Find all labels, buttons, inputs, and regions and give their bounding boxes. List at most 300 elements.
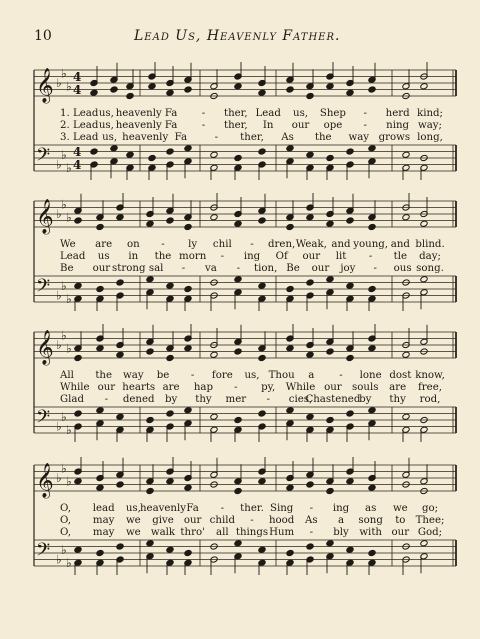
bass-staff	[34, 145, 456, 171]
lyric-syllable: song	[358, 515, 383, 526]
time-signature: 4	[73, 70, 82, 84]
lyric-syllable: thy	[389, 394, 406, 405]
lyric-syllable: give	[152, 515, 174, 526]
notehead	[346, 546, 354, 553]
notehead	[286, 86, 294, 93]
notehead	[146, 487, 154, 494]
notehead	[306, 214, 314, 221]
notehead	[74, 546, 82, 553]
lyric-syllable: heavenly	[122, 132, 169, 143]
notehead	[74, 410, 82, 417]
lyric-syllable: things	[235, 527, 269, 538]
flat-icon: ♭	[66, 291, 72, 306]
flat-icon: ♭	[61, 147, 67, 162]
lyric-syllable: as	[365, 503, 377, 514]
flat-icon: ♭	[61, 409, 67, 424]
lyric-syllable: go;	[421, 503, 439, 514]
lyric-syllable: dost	[389, 370, 412, 381]
lyric-syllable: We	[60, 239, 76, 250]
notehead	[306, 92, 314, 99]
lyric-syllable: may	[92, 515, 115, 526]
music-system	[0, 62, 480, 180]
lyric-syllable: All	[60, 370, 74, 381]
lyric-syllable: ing	[332, 503, 350, 514]
lyric-syllable: joy	[340, 263, 356, 274]
notehead	[116, 351, 124, 358]
lyric-syllable: we	[392, 503, 408, 514]
notehead	[184, 549, 192, 556]
lyric-syllable: herd	[385, 108, 410, 119]
flat-icon: ♭	[66, 474, 72, 489]
lyric-line	[60, 370, 455, 382]
notehead	[258, 148, 266, 155]
bass-clef-icon: 𝄢	[36, 407, 51, 432]
lyric-syllable: -	[214, 132, 219, 143]
notehead	[166, 478, 174, 485]
bass-clef-icon: 𝄢	[36, 540, 51, 565]
lyric-syllable: -	[234, 382, 238, 393]
lyric-syllable: we	[125, 515, 141, 526]
lyric-syllable: are	[389, 382, 407, 393]
bass-clef-icon: 𝄢	[36, 276, 51, 301]
notehead	[402, 413, 410, 420]
lyric-syllable: dened	[122, 394, 155, 405]
lyric-syllable: Fa	[164, 120, 178, 131]
lyric-syllable: the	[95, 370, 112, 381]
lyric-line	[60, 503, 455, 515]
flat-icon: ♭	[56, 288, 62, 303]
notehead	[368, 549, 376, 556]
notehead	[346, 217, 354, 224]
lyric-syllable: in	[128, 251, 139, 262]
notehead	[368, 484, 376, 491]
notehead	[306, 351, 314, 358]
lyric-syllable: ing	[243, 251, 261, 262]
lyric-line	[60, 394, 455, 406]
lyric-syllable: Be	[286, 263, 300, 274]
lyric-syllable: ly	[188, 239, 198, 250]
lyric-syllable: cies,	[288, 394, 313, 405]
notehead	[146, 348, 154, 355]
notehead	[306, 413, 314, 420]
lyric-syllable: by	[359, 394, 372, 405]
lyric-syllable: a	[337, 515, 345, 526]
lyric-syllable: ous	[393, 263, 412, 274]
lyric-syllable: rod,	[419, 394, 441, 405]
flat-icon: ♭	[66, 555, 72, 570]
notehead	[286, 345, 294, 352]
lyric-syllable: -	[309, 503, 314, 514]
notehead	[96, 285, 104, 292]
lyric-syllable: hearts	[122, 382, 156, 393]
notehead	[368, 407, 376, 414]
lyric-syllable: us,	[125, 503, 141, 514]
lyric-syllable: kind;	[417, 108, 443, 119]
notehead	[210, 214, 218, 221]
lyric-syllable: walk	[150, 527, 176, 538]
lyric-syllable: long,	[417, 132, 443, 143]
notehead	[306, 481, 314, 488]
lyric-syllable: -	[220, 503, 225, 514]
lyric-syllable: free,	[418, 382, 442, 393]
flat-icon: ♭	[56, 207, 62, 221]
notehead	[346, 410, 354, 417]
lyric-syllable: Glad	[60, 394, 84, 405]
notehead	[258, 89, 266, 96]
notehead	[258, 282, 266, 289]
notehead	[110, 86, 118, 93]
notehead	[116, 413, 124, 420]
lyric-syllable: While	[60, 382, 90, 393]
lyric-syllable: -	[181, 263, 186, 274]
notehead	[368, 223, 376, 230]
lyric-syllable: bly	[333, 527, 349, 538]
notehead	[184, 345, 192, 352]
notehead	[96, 345, 104, 352]
lyric-syllable: our	[291, 120, 310, 131]
notehead	[184, 145, 192, 152]
lyric-line	[60, 263, 455, 275]
lyric-line	[60, 239, 455, 251]
notehead	[90, 89, 98, 96]
lyric-syllable: 1. Lead	[60, 108, 99, 119]
lyric-syllable: Be	[60, 263, 74, 274]
lyric-syllable: lead	[92, 503, 115, 514]
notehead	[234, 540, 242, 547]
flat-icon: ♭	[61, 461, 67, 476]
lyric-syllable: 2. Lead	[60, 120, 99, 131]
notehead	[90, 148, 98, 155]
lyric-syllable: are	[95, 239, 113, 250]
lyric-syllable: with	[359, 527, 382, 538]
flat-icon: ♭	[56, 76, 62, 90]
treble-staff	[34, 201, 456, 227]
lyric-syllable: Lead	[255, 108, 281, 119]
notehead	[234, 220, 242, 227]
lyric-syllable: way	[348, 132, 370, 143]
treble-clef-icon: 𝄞	[36, 330, 54, 365]
lyric-syllable: -	[250, 515, 254, 526]
notehead	[184, 223, 192, 230]
notehead	[286, 549, 294, 556]
notehead	[184, 285, 192, 292]
lyric-syllable: and	[390, 239, 410, 250]
lyric-syllable: ther,	[240, 132, 264, 143]
lyric-syllable: -	[236, 263, 241, 274]
lyric-syllable: thro'	[180, 527, 205, 538]
lyric-syllable: strong	[112, 263, 146, 274]
notehead	[74, 354, 82, 361]
lyric-syllable: -	[309, 527, 314, 538]
lyric-syllable: to	[395, 515, 406, 526]
flat-icon: ♭	[66, 210, 72, 225]
notehead	[234, 348, 242, 355]
lyric-line	[60, 132, 455, 144]
notehead	[326, 416, 334, 423]
lyric-syllable: -	[368, 251, 373, 262]
lyric-syllable: ther,	[223, 120, 248, 131]
page-number: 10	[34, 28, 52, 44]
lyric-line	[60, 515, 455, 527]
lyric-syllable: we	[125, 527, 141, 538]
lyric-syllable: us,	[293, 108, 309, 119]
notehead	[126, 92, 134, 99]
notehead	[166, 282, 174, 289]
notehead	[96, 223, 104, 230]
notehead	[74, 478, 82, 485]
notehead	[368, 145, 376, 152]
lyric-syllable: our	[311, 263, 330, 274]
flat-icon: ♭	[56, 338, 62, 352]
notehead	[234, 487, 242, 494]
lyric-line	[60, 382, 455, 394]
notehead	[148, 83, 156, 90]
notehead	[166, 546, 174, 553]
lyric-syllable: -	[339, 370, 343, 381]
lyric-syllable: our	[183, 515, 202, 526]
notehead	[126, 151, 134, 158]
notehead	[326, 276, 334, 283]
lyric-syllable: Chastened	[305, 394, 361, 405]
time-signature: 4	[73, 145, 82, 159]
notehead	[96, 407, 104, 414]
notehead	[368, 345, 376, 352]
notehead	[74, 217, 82, 224]
lyric-syllable: a	[308, 370, 315, 381]
notehead	[346, 89, 354, 96]
notehead	[184, 407, 192, 414]
flat-icon: ♭	[61, 278, 67, 293]
lyric-line	[60, 527, 455, 539]
flat-icon: ♭	[66, 341, 72, 356]
notehead	[420, 83, 428, 90]
lyric-syllable: tle	[393, 251, 408, 262]
lyric-syllable: -	[363, 120, 367, 131]
lyric-syllable: tion,	[254, 263, 278, 274]
notehead	[110, 145, 118, 152]
lyric-syllable: As	[281, 132, 294, 143]
notehead	[346, 354, 354, 361]
notehead	[234, 83, 242, 90]
treble-clef-icon: 𝄞	[36, 68, 54, 103]
lyric-syllable: dren,	[268, 239, 296, 250]
lyric-syllable: Fa	[174, 132, 188, 143]
lyric-syllable: day;	[419, 251, 441, 262]
lyric-syllable: In	[262, 120, 274, 131]
lyric-syllable: thy	[195, 394, 212, 405]
notehead	[326, 348, 334, 355]
lyric-syllable: heavenly	[115, 108, 162, 119]
notehead	[326, 487, 334, 494]
notehead	[306, 543, 314, 550]
lyric-syllable: us,	[102, 132, 118, 143]
flat-icon: ♭	[66, 160, 72, 175]
lyric-syllable: O,	[60, 503, 71, 514]
lyric-syllable: know,	[415, 370, 445, 381]
notehead	[74, 282, 82, 289]
notehead	[116, 279, 124, 286]
lyric-syllable: -	[201, 108, 206, 119]
notehead	[166, 148, 174, 155]
lyric-syllable: us,	[98, 120, 114, 131]
flat-icon: ♭	[66, 79, 72, 94]
lyric-syllable: our	[97, 382, 116, 393]
notehead	[234, 276, 242, 283]
notehead	[166, 89, 174, 96]
lyric-syllable: va	[205, 263, 217, 274]
lyric-syllable: O,	[60, 515, 71, 526]
lyric-syllable: -	[104, 394, 109, 405]
treble-clef-icon: 𝄞	[36, 463, 54, 498]
music-system	[0, 457, 480, 575]
lyric-syllable: our	[324, 382, 342, 393]
hymn-title: Lead Us, Heavenly Father.	[134, 28, 341, 44]
lyric-syllable: As	[305, 515, 318, 526]
notehead	[346, 478, 354, 485]
lyric-syllable: song.	[416, 263, 444, 274]
flat-icon: ♭	[56, 419, 62, 434]
notehead	[286, 407, 294, 414]
notehead	[258, 217, 266, 224]
notehead	[146, 220, 154, 227]
lyric-syllable: are	[162, 382, 180, 393]
notehead	[116, 543, 124, 550]
lyric-syllable: souls	[352, 382, 379, 393]
notehead	[346, 282, 354, 289]
notehead	[420, 276, 428, 283]
lyric-syllable: on	[126, 239, 140, 250]
lyric-syllable: While	[285, 382, 316, 393]
notehead	[146, 416, 154, 423]
notehead	[116, 481, 124, 488]
lyric-line	[60, 108, 455, 120]
lyric-syllable: blind.	[415, 239, 445, 250]
notehead	[166, 410, 174, 417]
notehead	[368, 86, 376, 93]
notehead	[346, 148, 354, 155]
lyric-syllable: young,	[353, 239, 389, 250]
page-header	[34, 28, 452, 48]
notehead	[286, 285, 294, 292]
lyric-syllable: ning	[386, 120, 410, 131]
notehead	[166, 354, 174, 361]
lyric-syllable: us,	[98, 108, 114, 119]
lyric-syllable: Hum	[269, 527, 295, 538]
notehead	[184, 86, 192, 93]
lyric-syllable: heavenly	[115, 120, 162, 131]
notehead	[368, 285, 376, 292]
lyric-syllable: chil	[212, 239, 232, 250]
lyric-syllable: -	[373, 263, 377, 274]
notehead	[116, 214, 124, 221]
notehead	[326, 83, 334, 90]
notehead	[326, 540, 334, 547]
lyric-syllable: our	[391, 527, 410, 538]
lyric-syllable: -	[201, 120, 206, 131]
notehead	[286, 484, 294, 491]
flat-icon: ♭	[56, 552, 62, 567]
notehead	[326, 154, 334, 161]
lyric-line	[60, 120, 455, 132]
lyric-syllable: Fa	[186, 503, 199, 514]
lyric-syllable: sal	[148, 263, 164, 274]
lyric-syllable: the	[154, 251, 172, 262]
treble-clef-icon: 𝄞	[36, 199, 54, 234]
notehead	[258, 410, 266, 417]
lyric-syllable: ther,	[223, 108, 248, 119]
notehead	[234, 416, 242, 423]
notehead	[306, 279, 314, 286]
lyric-syllable: hap	[193, 382, 214, 393]
lyric-syllable: mer	[225, 394, 247, 405]
lyric-syllable: us	[97, 251, 110, 262]
lyric-syllable: ther.	[240, 503, 264, 514]
lyric-syllable: 3. Lead	[60, 132, 99, 143]
lyric-syllable: lit	[335, 251, 347, 262]
time-signature: 4	[73, 158, 82, 172]
flat-icon: ♭	[61, 542, 67, 557]
notehead	[166, 217, 174, 224]
lyric-syllable: God;	[417, 527, 443, 538]
lyric-syllable: Of	[275, 251, 288, 262]
lyric-syllable: by	[164, 394, 178, 405]
flat-icon: ♭	[61, 328, 67, 343]
notehead	[306, 151, 314, 158]
lyric-syllable: our	[92, 263, 111, 274]
lyric-syllable: fore	[211, 370, 233, 381]
lyric-syllable: Weak,	[295, 239, 327, 250]
lyric-syllable: O,	[60, 527, 71, 538]
lyric-syllable: Fa	[164, 108, 178, 119]
lyric-line	[60, 251, 455, 263]
lyric-syllable: -	[250, 239, 254, 250]
lyric-syllable: all	[216, 527, 229, 538]
notehead	[286, 145, 294, 152]
lyric-syllable: Thee;	[415, 515, 445, 526]
notehead	[184, 484, 192, 491]
lyric-syllable: ope	[323, 120, 343, 131]
lyric-syllable: hood	[268, 515, 295, 526]
flat-icon: ♭	[61, 197, 67, 212]
lyric-syllable: morn	[179, 251, 207, 262]
lyric-syllable: us,	[244, 370, 260, 381]
notehead	[258, 354, 266, 361]
lyric-syllable: may	[92, 527, 115, 538]
notehead	[402, 351, 410, 358]
notehead	[234, 154, 242, 161]
flat-icon: ♭	[61, 66, 67, 81]
bass-clef-icon: 𝄢	[36, 145, 51, 170]
lyric-syllable: -	[266, 394, 270, 405]
treble-staff	[34, 332, 456, 358]
notehead	[148, 154, 156, 161]
notehead	[210, 413, 218, 420]
notehead	[146, 276, 154, 283]
lyric-syllable: Shep	[319, 108, 346, 119]
notehead	[402, 151, 410, 158]
notehead	[326, 220, 334, 227]
lyric-syllable: grows	[378, 132, 411, 143]
notehead	[286, 223, 294, 230]
lyric-syllable: be	[156, 370, 170, 381]
notehead	[402, 214, 410, 221]
notehead	[420, 220, 428, 227]
lyric-syllable: lone	[359, 370, 382, 381]
music-system	[0, 324, 480, 442]
notehead	[96, 484, 104, 491]
notehead	[258, 546, 266, 553]
lyric-syllable: Thou	[268, 370, 295, 381]
